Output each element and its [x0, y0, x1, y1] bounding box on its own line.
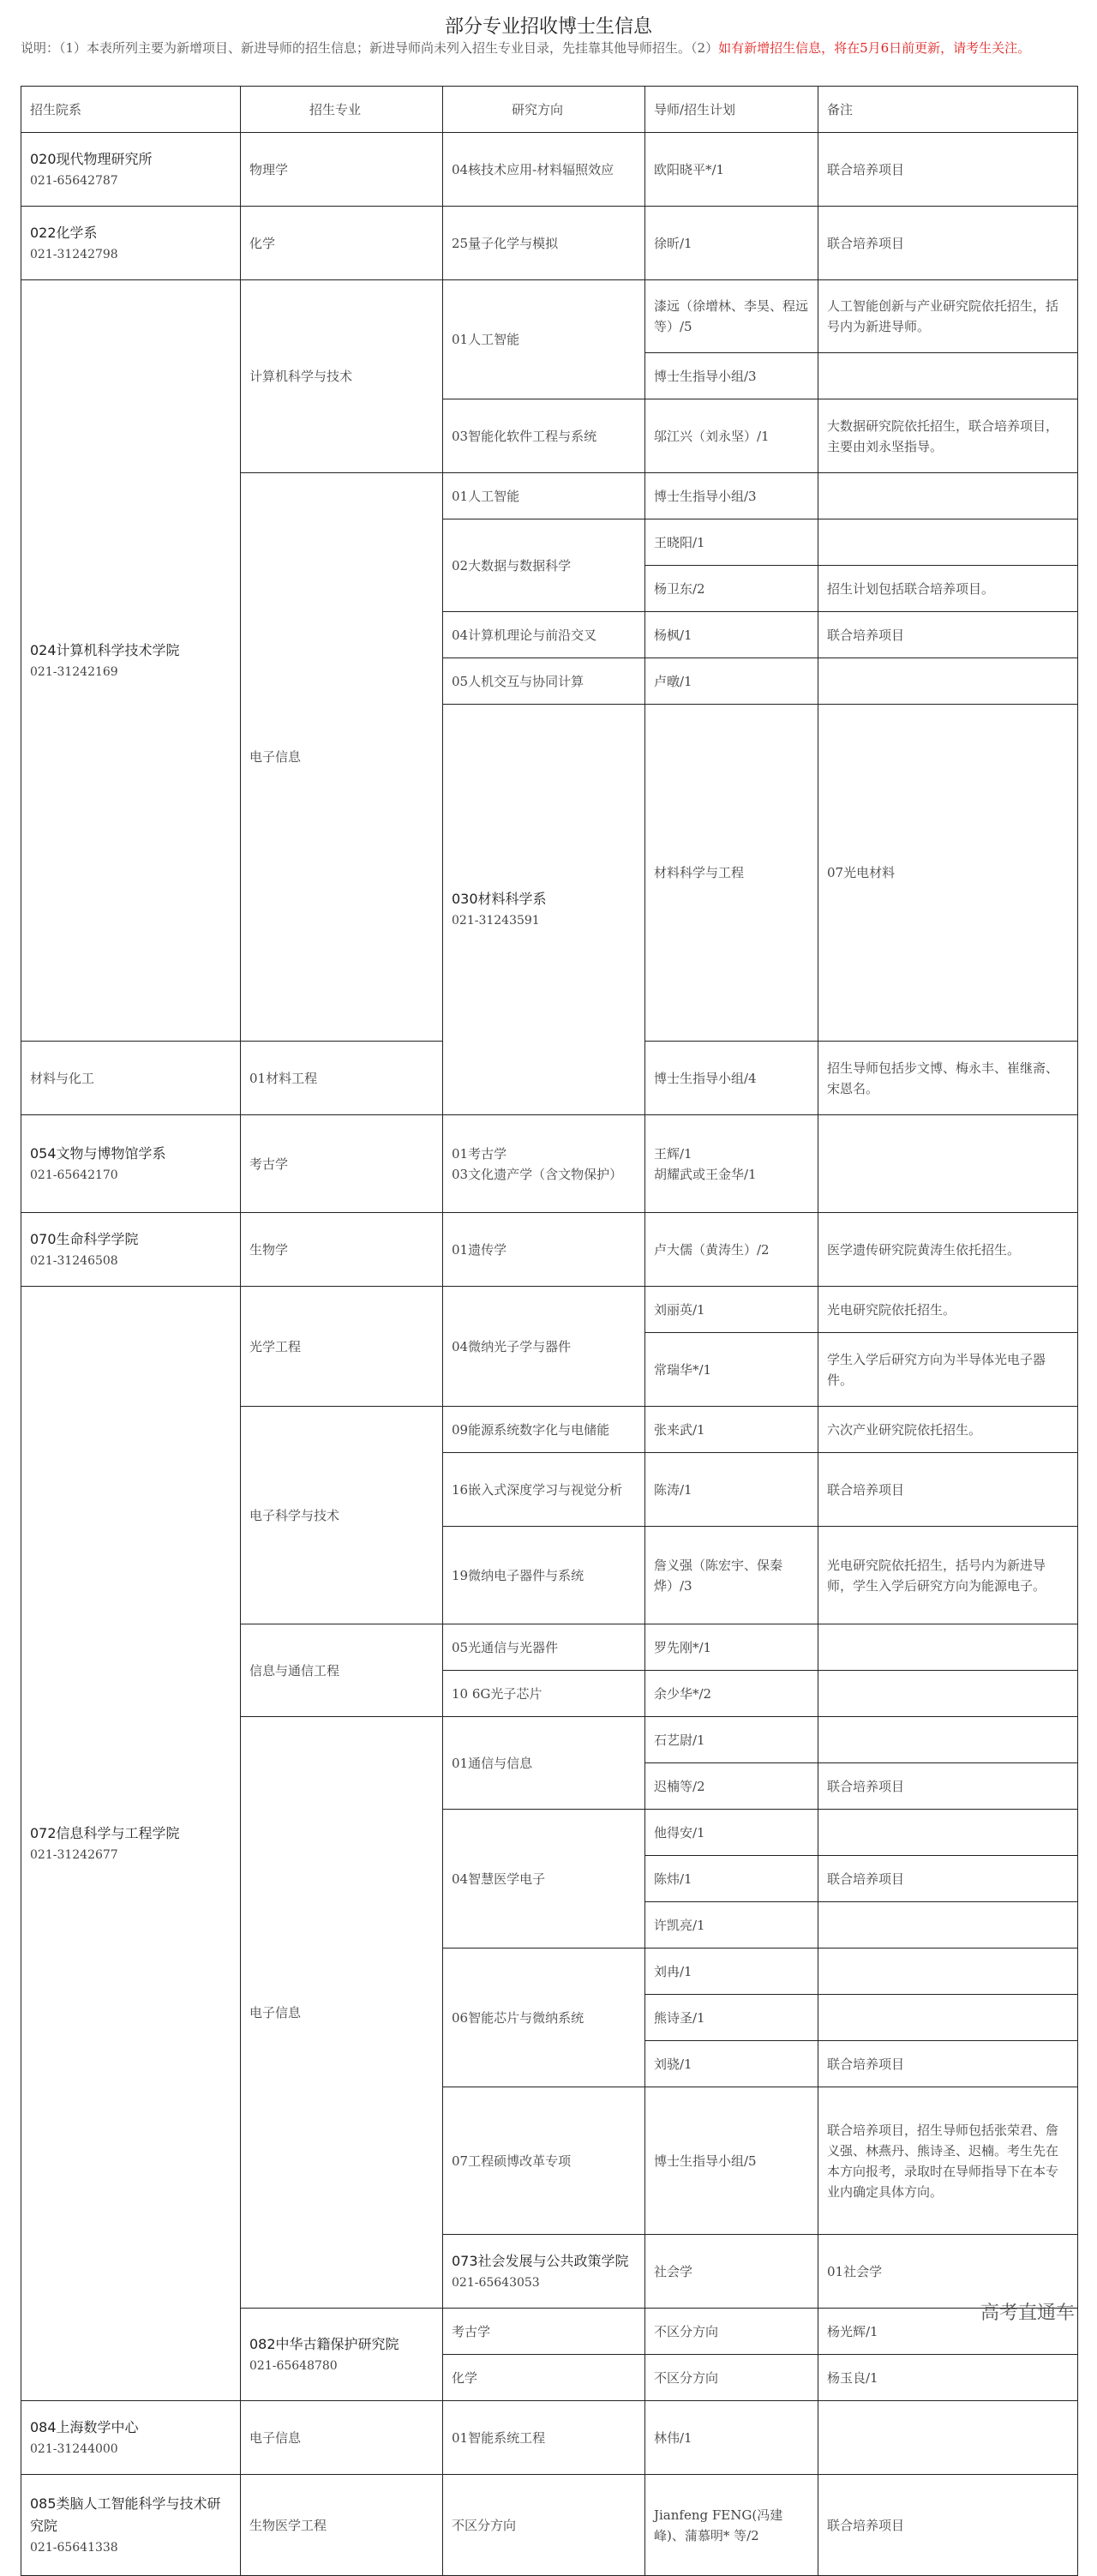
- advisor-cell: 余少华*/2: [645, 1671, 818, 1717]
- major-cell: 电子科学与技术: [241, 1407, 443, 1624]
- remark-cell: 联合培养项目: [818, 1856, 1078, 1902]
- major-cell: 信息与通信工程: [241, 1624, 443, 1717]
- direction-cell: 04微纳光子学与器件: [443, 1287, 645, 1407]
- direction-cell: 06智能芯片与微纳系统: [443, 1949, 645, 2087]
- direction-cell: 19微纳电子器件与系统: [443, 1527, 645, 1624]
- remark-cell: [818, 1717, 1078, 1763]
- major-cell: 生物医学工程: [241, 2475, 443, 2576]
- header-row: [21, 87, 1078, 133]
- advisor-cell: 杨枫/1: [645, 612, 818, 658]
- direction-cell: 01智能系统工程: [443, 2401, 645, 2475]
- watermark: 高考直通车: [980, 2303, 1075, 2324]
- unit-name: 073社会发展与公共政策学院: [452, 2252, 629, 2269]
- major-cell: 电子信息: [241, 2401, 443, 2475]
- major-cell: 化学: [443, 2355, 645, 2401]
- direction-cell: 10 6G光子芯片: [443, 1671, 645, 1717]
- major-cell: 材料与化工: [21, 1042, 241, 1115]
- remark-cell: 联合培养项目: [818, 2041, 1078, 2087]
- unit-cell: [21, 133, 241, 207]
- direction-cell: 01遗传学: [443, 1213, 645, 1287]
- unit-phone: 021-31244000: [30, 2441, 118, 2456]
- advisor-cell: 欧阳晓平*/1: [645, 133, 818, 207]
- advisor-cell: 许凯亮/1: [645, 1902, 818, 1949]
- advisor-cell: 杨卫东/2: [645, 566, 818, 612]
- direction-cell: 05人机交互与协同计算: [443, 658, 645, 705]
- major-cell: 生物学: [241, 1213, 443, 1287]
- header-cell: 导师/招生计划: [645, 87, 818, 133]
- advisor-cell: 林伟/1: [645, 2401, 818, 2475]
- unit-cell: [443, 2235, 645, 2309]
- advisor-cell: 石艺尉/1: [645, 1717, 818, 1763]
- remark-cell: 医学遗传研究院黄涛生依托招生。: [818, 1213, 1078, 1287]
- advisor-cell: 卢大儒（黄涛生）/2: [645, 1213, 818, 1287]
- remark-cell: [818, 519, 1078, 566]
- advisor-cell: 刘丽英/1: [645, 1287, 818, 1333]
- unit-name: 020现代物理研究所: [30, 150, 153, 167]
- major-cell: 物理学: [241, 133, 443, 207]
- remark-cell: 六次产业研究院依托招生。: [818, 1407, 1078, 1453]
- header-cell: 备注: [818, 87, 1078, 133]
- unit-phone: 021-65642170: [30, 1168, 118, 1182]
- major-cell: 考古学: [443, 2309, 645, 2355]
- unit-name: 054文物与博物馆学系: [30, 1144, 166, 1162]
- table-row: [21, 2475, 1078, 2576]
- direction-cell: 不区分方向: [443, 2475, 645, 2576]
- direction-cell: 05光通信与光器件: [443, 1624, 645, 1671]
- advisor-cell: 陈炜/1: [645, 1856, 818, 1902]
- remark-cell: [818, 353, 1078, 399]
- remark-cell: 光电研究院依托招生，括号内为新进导师，学生入学后研究方向为能源电子。: [818, 1527, 1078, 1624]
- unit-name: 022化学系: [30, 224, 98, 241]
- unit-phone: 021-31246508: [30, 1253, 118, 1268]
- unit-phone: 021-31242169: [30, 664, 118, 679]
- unit-cell: [21, 2475, 241, 2576]
- advisor-cell: 常瑞华*/1: [645, 1333, 818, 1407]
- header-cell: 研究方向: [443, 87, 645, 133]
- major-cell: 社会学: [645, 2235, 818, 2309]
- direction-cell: 09能源系统数字化与电储能: [443, 1407, 645, 1453]
- direction-cell: 07工程硕博改革专项: [443, 2087, 645, 2235]
- direction-cell: 07光电材料: [818, 705, 1078, 1042]
- major-cell: 电子信息: [241, 1717, 443, 2309]
- advisor-cell: 徐昕/1: [645, 207, 818, 280]
- unit-phone: 021-65648780: [249, 2358, 338, 2373]
- remark-cell: 联合培养项目: [818, 207, 1078, 280]
- unit-cell: [21, 207, 241, 280]
- advisor-cell: 博士生指导小组/5: [645, 2087, 818, 2235]
- note-text: 说明：（1）本表所列主要为新增项目、新进导师的招生信息；新进导师尚未列入招生专业目录，先挂靠其他导师招生。（2）: [21, 40, 719, 56]
- unit-phone: 021-31243591: [452, 914, 540, 928]
- note: [21, 38, 1083, 58]
- advisor-cell: 刘冉/1: [645, 1949, 818, 1995]
- remark-cell: 招生计划包括联合培养项目。: [818, 566, 1078, 612]
- direction-cell: 04计算机理论与前沿交叉: [443, 612, 645, 658]
- table-row: [21, 1287, 1078, 1333]
- direction-cell: 不区分方向: [645, 2355, 818, 2401]
- advisor-cell: 杨光辉/1: [818, 2309, 1078, 2355]
- unit-name: 082中华古籍保护研究院: [249, 2335, 399, 2352]
- header-cell: 招生院系: [21, 87, 241, 133]
- direction-cell: 01人工智能: [443, 473, 645, 519]
- advisor-line: 胡耀武或王金华/1: [654, 1166, 757, 1182]
- unit-name: 072信息科学与工程学院: [30, 1824, 180, 1841]
- advisor-cell: 卢暾/1: [645, 658, 818, 705]
- unit-phone: 021-65641338: [30, 2540, 118, 2555]
- advisor-cell: Jianfeng FENG(冯建峰)、蒲慕明* 等/2: [645, 2475, 818, 2576]
- direction-cell: 16嵌入式深度学习与视觉分析: [443, 1453, 645, 1527]
- major-cell: 材料科学与工程: [645, 705, 818, 1042]
- direction-line: 01考古学: [452, 1145, 507, 1162]
- direction-cell: [443, 1115, 645, 1213]
- page-title: 部分专业招收博士生信息: [444, 16, 652, 38]
- remark-cell: 联合培养项目，招生导师包括张荣君、詹义强、林燕丹、熊诗圣、迟楠。考生先在本方向报考，录取时在导师指导下在本专业内确定具体方向。: [818, 2087, 1078, 2235]
- direction-cell: 02大数据与数据科学: [443, 519, 645, 612]
- header-cell: 招生专业: [241, 87, 443, 133]
- unit-cell: [21, 280, 241, 1042]
- advisor-cell: 漆远（徐增林、李昊、程远等）/5: [645, 280, 818, 353]
- advisor-cell: 邬江兴（刘永坚）/1: [645, 399, 818, 473]
- advisor-cell: [645, 1115, 818, 1213]
- direction-cell: 01通信与信息: [443, 1717, 645, 1810]
- remark-cell: [818, 1902, 1078, 1949]
- major-cell: 光学工程: [241, 1287, 443, 1407]
- major-cell: 化学: [241, 207, 443, 280]
- unit-phone: 021-65642787: [30, 173, 118, 188]
- unit-name: 024计算机科学技术学院: [30, 641, 180, 658]
- advisor-cell: 杨玉良/1: [818, 2355, 1078, 2401]
- unit-cell: [21, 2401, 241, 2475]
- unit-name: 085类脑人工智能科学与技术研究院: [30, 2495, 221, 2534]
- direction-cell: 01人工智能: [443, 280, 645, 399]
- remark-cell: 联合培养项目: [818, 1763, 1078, 1810]
- advisor-cell: 刘骁/1: [645, 2041, 818, 2087]
- unit-cell: [21, 1287, 241, 2401]
- remark-cell: 学生入学后研究方向为半导体光电子器件。: [818, 1333, 1078, 1407]
- advisor-line: 王辉/1: [654, 1145, 692, 1162]
- advisor-cell: 博士生指导小组/4: [645, 1042, 818, 1115]
- remark-cell: [818, 1671, 1078, 1717]
- admissions-table: [21, 86, 1078, 2576]
- unit-cell: [21, 1115, 241, 1213]
- direction-line: 03文化遗产学（含文物保护）: [452, 1166, 623, 1182]
- table-row: [21, 207, 1078, 280]
- direction-cell: 01材料工程: [241, 1042, 443, 1115]
- advisor-cell: 迟楠等/2: [645, 1763, 818, 1810]
- table-row: [21, 1115, 1078, 1213]
- major-cell: 考古学: [241, 1115, 443, 1213]
- remark-cell: [818, 1810, 1078, 1856]
- remark-cell: [818, 658, 1078, 705]
- unit-cell: [241, 2309, 443, 2401]
- remark-cell: 联合培养项目: [818, 133, 1078, 207]
- remark-cell: [818, 1115, 1078, 1213]
- remark-cell: 联合培养项目: [818, 2475, 1078, 2576]
- unit-name: 030材料科学系: [452, 891, 547, 907]
- advisor-cell: 他得安/1: [645, 1810, 818, 1856]
- remark-cell: 光电研究院依托招生。: [818, 1287, 1078, 1333]
- table-row: [21, 133, 1078, 207]
- unit-name: 070生命科学学院: [30, 1230, 139, 1247]
- unit-cell: [443, 705, 645, 1115]
- advisor-cell: 詹义强（陈宏宇、保秦烨）/3: [645, 1527, 818, 1624]
- direction-cell: 25量子化学与模拟: [443, 207, 645, 280]
- unit-phone: 021-31242798: [30, 247, 118, 261]
- remark-cell: 招生导师包括步文博、梅永丰、崔继斋、宋恩名。: [818, 1042, 1078, 1115]
- advisor-cell: 博士生指导小组/3: [645, 473, 818, 519]
- unit-phone: 021-65643053: [452, 2275, 540, 2290]
- advisor-cell: 王晓阳/1: [645, 519, 818, 566]
- remark-cell: [818, 1624, 1078, 1671]
- advisor-cell: 罗先刚*/1: [645, 1624, 818, 1671]
- unit-phone: 021-31242677: [30, 1847, 118, 1862]
- remark-cell: [818, 1949, 1078, 1995]
- remark-cell: [818, 2401, 1078, 2475]
- direction-cell: 04智慧医学电子: [443, 1810, 645, 1949]
- remark-cell: [818, 473, 1078, 519]
- advisor-cell: 熊诗圣/1: [645, 1995, 818, 2041]
- direction-cell: 不区分方向: [645, 2309, 818, 2355]
- direction-cell: 04核技术应用-材料辐照效应: [443, 133, 645, 207]
- advisor-cell: 博士生指导小组/3: [645, 353, 818, 399]
- note-highlight: 如有新增招生信息，将在5月6日前更新，请考生关注。: [718, 40, 1031, 56]
- direction-cell: 03智能化软件工程与系统: [443, 399, 645, 473]
- remark-cell: 联合培养项目: [818, 612, 1078, 658]
- remark-cell: 人工智能创新与产业研究院依托招生，括号内为新进导师。: [818, 280, 1078, 353]
- direction-cell: 01社会学: [818, 2235, 1078, 2309]
- remark-cell: 联合培养项目: [818, 1453, 1078, 1527]
- remark-cell: [818, 1995, 1078, 2041]
- major-cell: 电子信息: [241, 473, 443, 1042]
- major-cell: 计算机科学与技术: [241, 280, 443, 473]
- table-row: [21, 2401, 1078, 2475]
- table-row: [21, 280, 1078, 353]
- unit-name: 084上海数学中心: [30, 2418, 139, 2435]
- table-row: [21, 1213, 1078, 1287]
- advisor-cell: 陈涛/1: [645, 1453, 818, 1527]
- unit-cell: [21, 1213, 241, 1287]
- advisor-cell: 张来武/1: [645, 1407, 818, 1453]
- remark-cell: 大数据研究院依托招生，联合培养项目，主要由刘永坚指导。: [818, 399, 1078, 473]
